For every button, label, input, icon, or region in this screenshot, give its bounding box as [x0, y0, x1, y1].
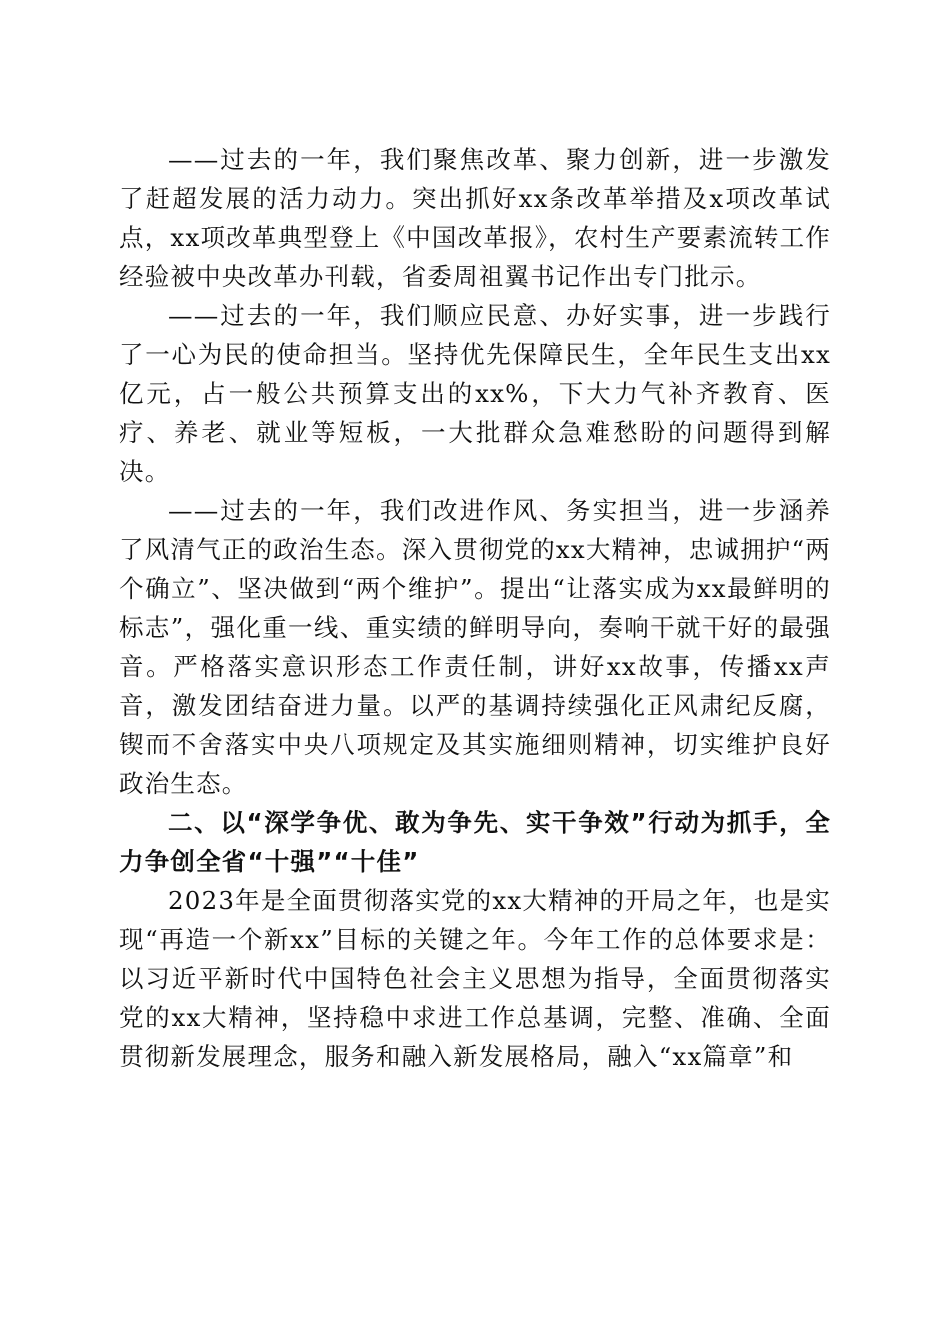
paragraph-2023-requirements: 2023年是全面贯彻落实党的xx大精神的开局之年，也是实现“再造一个新xx”目标的关键之年。今年工作的总体要求是：以习近平新时代中国特色社会主义思想为指导，全面贯彻落实党的xx大精神，坚持稳中求进工作总基调，完整、准确、全面贯彻新发展理念，服务和融入新发展格局，融入“xx篇章”和: [119, 886, 831, 1071]
paragraph-livelihood: ——过去的一年，我们顺应民意、办好实事，进一步践行了一心为民的使命担当。坚持优先保障民生，全年民生支出xx亿元，占一般公共预算支出的xx%，下大力气补齐教育、医疗、养老、就业等短板，一大批群众急难愁盼的问题得到解决。: [119, 301, 831, 486]
document-body: [119, 140, 831, 1076]
section-heading: 二、以“深学争优、敢为争先、实干争效”行动为抓手，全力争创全省“十强”“十佳”: [119, 808, 831, 876]
paragraph-reform: ——过去的一年，我们聚焦改革、聚力创新，进一步激发了赶超发展的活力动力。突出抓好xx条改革举措及x项改革试点，xx项改革典型登上《中国改革报》，农村生产要素流转工作经验被中央改革办刊载，省委周祖翼书记作出专门批示。: [119, 145, 831, 291]
paragraph-style: ——过去的一年，我们改进作风、务实担当，进一步涵养了风清气正的政治生态。深入贯彻党的xx大精神，忠诚拥护“两个确立”、坚决做到“两个维护”。提出“让落实成为xx最鲜明的标志”，强化重一线、重实绩的鲜明导向，奏响干就干好的最强音。严格落实意识形态工作责任制，讲好xx故事，传播xx声音，激发团结奋进力量。以严的基调持续强化正风肃纪反腐，锲而不舍落实中央八项规定及其实施细则精神，切实维护良好政治生态。: [119, 496, 831, 798]
